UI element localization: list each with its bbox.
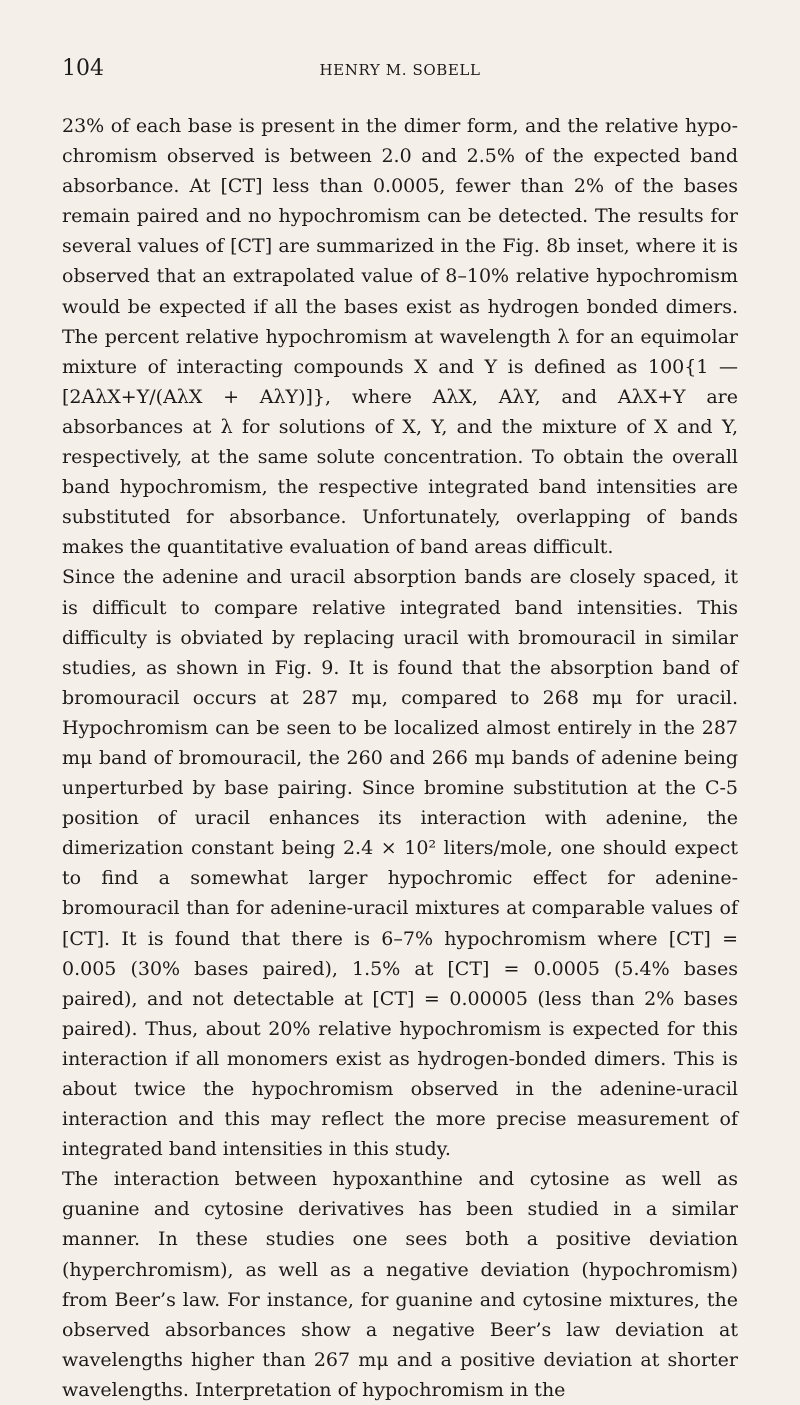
paragraph: The interaction between hypoxanthine and cytosine as well as guanine and cytosine derivatives has been studied in a similar manner. In these studies one sees both a positive deviation (hyperchromism), as well as a negative deviation (hypochromism) from Beer’s law. For instance, for guanine and cytosine mixtures, the observed absorbances show a negative Beer’s law deviation at wavelengths higher than 267 mμ and a positive deviation at shorter wavelengths. Interpretation of hypochromism in the — [62, 1168, 738, 1401]
running-head: HENRY M. SOBELL — [319, 61, 481, 79]
page-header — [0, 52, 800, 84]
paragraph: 23% of each base is present in the dimer form, and the relative hypochromism observed is between 2.0 and 2.5% of the expected band absorbance. At [CT] less than 0.0005, fewer than 2% of the bases remain paired and no hypochromism can be detected. The results for several values of [CT] are summarized in the Fig. 8b inset, where it is observed that an extrapolated value of 8–10% relative hypochromism would be expected if all the bases exist as hydrogen bonded dimers. The percent relative hypochromism at wavelength λ for an equimolar mixture of interacting compounds X and Y is defined as 100{1 — [2AλX+Y/(AλX + AλY)]}, where AλX, AλY, and AλX+Y are absorbances at λ for solutions of X, Y, and the mixture of X and Y, respectively, at the same solute concentration. To obtain the overall band hypochromism, the respective integrated band intensities are substituted for absorbance. Unfortunately, overlapping of bands makes the quantitative evaluation of band areas difficult. — [62, 115, 738, 559]
page-number: 104 — [62, 56, 104, 81]
paragraph: Since the adenine and uracil absorption bands are closely spaced, it is difficult to compare relative integrated band intensities. This difficulty is obviated by replacing uracil with bromouracil in similar studies, as shown in Fig. 9. It is found that the absorption band of bromouracil occurs at 287 mμ, compared to 268 mμ for uracil. Hypochromism can be seen to be localized almost entirely in the 287 mμ band of bromouracil, the 260 and 266 mμ bands of adenine being unperturbed by base pairing. Since bromine substitution at the C-5 position of uracil enhances its interaction with adenine, the dimerization constant being 2.4 × 10² liters/mole, one should expect to find a somewhat larger hypochromic effect for adenine-bromouracil than for adenine-uracil mixtures at comparable values of [CT]. It is found that there is 6–7% hypochromism where [CT] = 0.005 (30% bases paired), 1.5% at [CT] = 0.0005 (5.4% bases paired), and not detectable at [CT] = 0.00005 (less than 2% bases paired). Thus, about 20% relative hypochromism is expected for this interaction if all monomers exist as hydrogen-bonded dimers. This is about twice the hypochromism observed in the adenine-uracil interaction and this may reflect the more precise measurement of integrated band intensities in this study. — [62, 566, 738, 1161]
body-text — [62, 111, 738, 1405]
